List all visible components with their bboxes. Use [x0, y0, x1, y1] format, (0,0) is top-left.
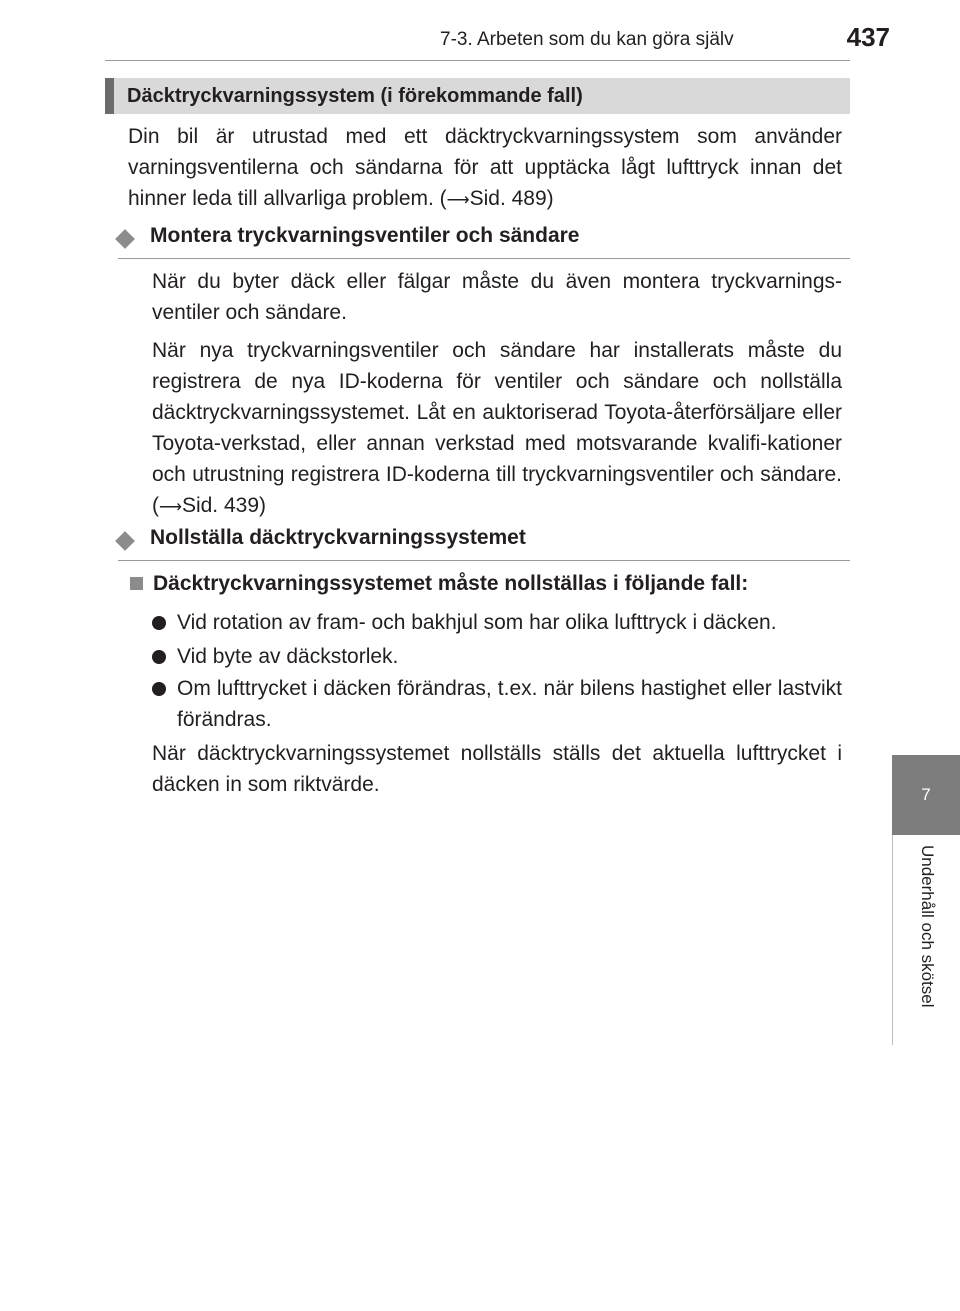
cross-reference [159, 494, 266, 517]
diamond-icon [115, 229, 135, 249]
list-item-text: Om lufttrycket i däcken förändras, t.ex. när bilens hastighet eller lastvikt förändras. [177, 677, 842, 731]
cross-reference [447, 187, 554, 210]
bullet-dot-icon [152, 650, 166, 664]
subsection-heading-mount [118, 224, 850, 259]
diamond-icon [115, 531, 135, 551]
section-title-bar [105, 78, 850, 114]
list-item [152, 641, 842, 672]
subsection-title: Nollställa däcktryckvarningssystemet [150, 526, 526, 549]
intro-text: Din bil är utrustad med ett däcktryckvarningssystem som använder varningsventilerna och sändarna för att upptäcka lågt lufttryck innan det hinner leda till allvarliga problem. ( [128, 125, 842, 210]
mount-text: När nya tryckvarningsventiler och sändare har installerats måste du registrera de nya ID-koderna för ventiler och sändare och nollställa däcktryckvarningssystemet. Låt en auktoriserad Toyota-återförsäljare eller Toyota-verkstad, eller annan verkstad med motsvarande kvalifi-kationer och utrustning registrera ID-koderna till tryckvarningsventiler och sändare. ( [152, 339, 842, 517]
condition-heading [130, 572, 748, 596]
closing-paragraph: När däcktryckvarningssystemet nollställs ställs det aktuella lufttrycket i däcken in som riktvärde. [152, 742, 842, 796]
list-item-text: Vid byte av däckstorlek. [177, 645, 399, 668]
arrow-right-icon: ⟶ [446, 192, 470, 209]
mount-paragraph-1: När du byter däck eller fälgar måste du även montera tryckvarnings-ventiler och sändare. [152, 270, 842, 324]
chapter-label: Underhåll och skötsel [918, 845, 937, 1008]
subsection-title: Montera tryckvarningsventiler och sändare [150, 224, 580, 247]
ref-text: Sid. 489) [469, 187, 554, 210]
header-section-title: 7-3. Arbeten som du kan göra själv [440, 29, 734, 50]
page-header [440, 20, 890, 60]
list-item-text: Vid rotation av fram- och bakhjul som har olika lufttryck i däcken. [177, 611, 777, 634]
square-bullet-icon [130, 577, 143, 590]
ref-text: Sid. 439) [181, 494, 266, 517]
section-title: Däcktryckvarningssystem (i förekommande fall) [127, 85, 583, 107]
bullet-dot-icon [152, 616, 166, 630]
page-number: 437 [846, 22, 890, 52]
header-divider [105, 60, 850, 61]
list-item [152, 673, 842, 735]
subsection-heading-reset [118, 526, 850, 561]
chapter-tab: 7 [892, 755, 960, 835]
list-item [152, 607, 842, 638]
condition-heading-text: Däcktryckvarningssystemet måste nollställas i följande fall: [153, 572, 749, 595]
title-accent [105, 78, 114, 114]
mount-paragraph-2 [152, 335, 842, 523]
intro-paragraph [128, 121, 842, 216]
arrow-right-icon: ⟶ [159, 499, 182, 516]
bullet-dot-icon [152, 682, 166, 696]
